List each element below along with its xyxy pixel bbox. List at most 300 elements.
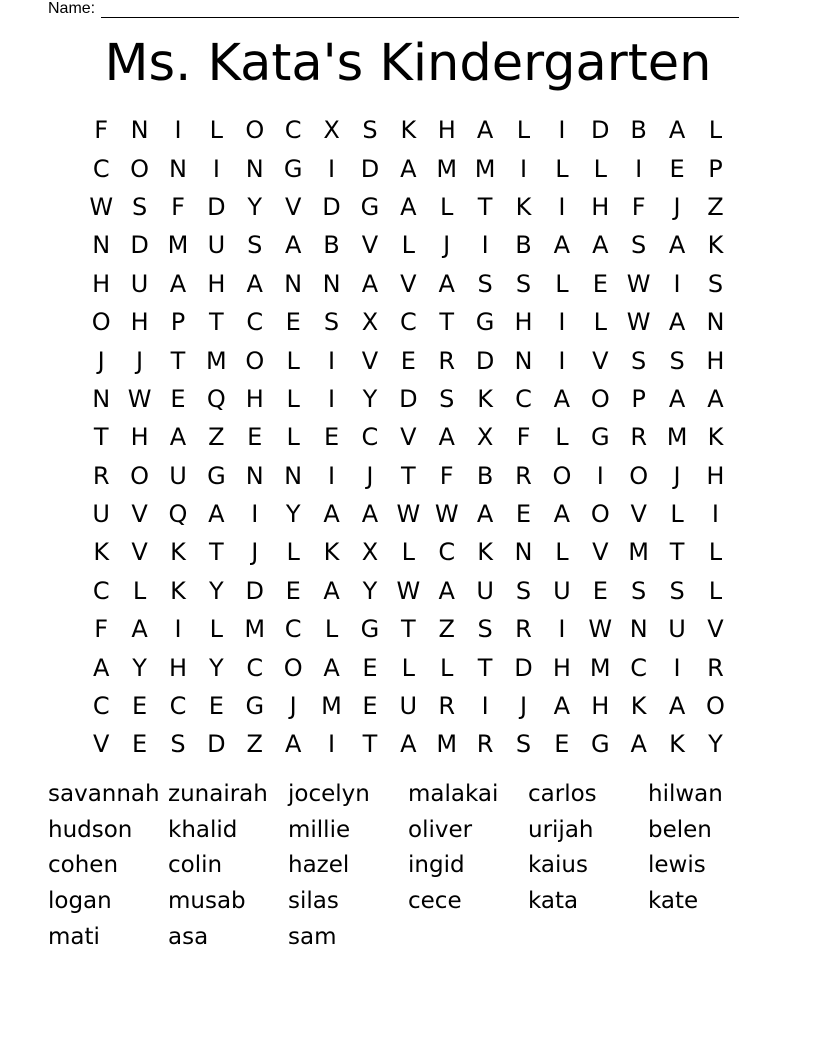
grid-letter: A [169,269,187,298]
grid-letter: B [323,231,340,260]
grid-letter: F [631,192,646,221]
grid-letter: G [590,730,610,759]
grid-letter: I [558,192,566,221]
grid-letter: D [207,192,226,221]
grid-letter: N [284,269,303,298]
grid-letter: C [92,692,110,721]
grid-letter: O [245,116,265,145]
grid-letter: L [440,192,454,221]
grid-letter: N [514,346,533,375]
grid-letter: G [207,461,226,490]
grid-letter: C [284,116,302,145]
grid-letter: I [558,615,566,644]
grid-letter: A [361,269,379,298]
grid-letter: C [361,423,379,452]
grid-letter: J [289,692,297,721]
grid-letter: L [670,500,684,529]
grid-letter: H [591,192,610,221]
grid-letter: H [207,269,226,298]
grid-letter: V [592,346,609,375]
word-bank [48,776,768,955]
grid-letter: F [94,615,109,644]
grid-letter: B [476,461,494,490]
grid-letter: L [401,653,415,682]
grid-letter: I [481,692,489,721]
grid-letter: S [247,231,263,260]
grid-letter: D [207,730,226,759]
grid-letter: I [328,730,336,759]
grid-letter: X [361,538,379,567]
grid-letter: H [706,346,725,375]
grid-letter: A [400,730,417,759]
grid-letter: J [366,461,374,490]
grid-letter: X [323,116,340,145]
word-bank-item: cece [408,888,462,915]
word-bank-item: khalid [168,816,238,843]
grid-letter: N [92,384,111,413]
grid-letter: K [630,692,647,721]
grid-letter: N [322,269,341,298]
grid-letter: T [209,538,224,567]
grid-letter: N [130,116,149,145]
grid-letter: S [631,346,647,375]
grid-letter: G [360,615,380,644]
word-bank-item: zunairah [168,780,268,807]
grid-letter: E [362,653,378,682]
grid-letter: I [558,308,566,337]
grid-letter: K [323,538,340,567]
grid-letter: W [588,615,613,644]
grid-letter: Q [206,384,226,413]
grid-letter: E [247,423,263,452]
grid-letter: U [92,500,110,529]
grid-letter: S [707,269,724,298]
grid-letter: M [666,423,688,452]
grid-letter: P [708,154,723,183]
grid-letter: E [554,730,570,759]
grid-letter: O [245,346,265,375]
grid-letter: V [284,192,302,221]
grid-letter: S [477,615,493,644]
grid-letter: L [708,538,723,567]
grid-letter: J [519,692,528,721]
grid-letter: A [438,269,455,298]
grid-letter: I [558,346,566,375]
grid-letter: W [626,308,651,337]
grid-letter: D [514,653,533,682]
grid-letter: G [475,308,495,337]
grid-letter: Q [168,500,188,529]
grid-letter: A [131,615,148,644]
grid-letter: A [553,500,571,529]
grid-letter: A [92,653,110,682]
grid-letter: A [553,231,571,260]
grid-letter: A [323,653,340,682]
grid-letter: I [328,154,336,183]
grid-letter: M [167,231,189,260]
grid-letter: C [246,308,264,337]
grid-letter: I [481,231,489,260]
grid-letter: D [322,192,341,221]
grid-letter: E [285,576,301,605]
grid-letter: A [630,730,647,759]
grid-letter: U [553,576,571,605]
word-bank-item: oliver [408,816,473,843]
grid-letter: N [245,461,264,490]
grid-letter: I [174,615,182,644]
grid-letter: J [136,346,144,375]
grid-letter: R [92,461,110,490]
grid-letter: U [476,576,494,605]
grid-letter: M [436,730,458,759]
grid-letter: K [170,576,186,605]
grid-letter: O [590,500,610,529]
word-bank-item: logan [48,888,112,915]
grid-letter: N [245,154,264,183]
grid-letter: A [246,269,263,298]
grid-letter: L [708,116,723,145]
grid-letter: T [477,653,493,682]
grid-letter: Y [209,653,224,682]
word-bank-item: hazel [288,852,350,879]
grid-letter: F [516,423,531,452]
grid-letter: G [360,192,380,221]
grid-letter: L [401,231,415,260]
grid-letter: N [284,461,303,490]
grid-letter: O [629,461,649,490]
grid-letter: I [174,116,182,145]
grid-letter: E [285,308,301,337]
grid-letter: S [631,576,647,605]
grid-letter: T [209,308,224,337]
grid-letter: Z [208,423,225,452]
word-bank-item: kata [528,888,579,915]
grid-letter: N [514,538,533,567]
word-bank-item: malakai [408,780,499,807]
grid-letter: W [127,384,152,413]
grid-letter: W [89,192,114,221]
grid-letter: I [673,653,681,682]
grid-letter: L [440,653,454,682]
grid-letter: R [515,461,532,490]
grid-letter: U [130,269,149,298]
grid-letter: T [669,538,685,567]
grid-letter: V [400,423,417,452]
grid-letter: A [400,154,417,183]
grid-letter: A [400,192,417,221]
grid-letter: K [707,423,724,452]
grid-letter: E [208,692,224,721]
grid-letter: L [401,538,415,567]
grid-letter: Y [285,500,301,529]
grid-letter: K [170,538,186,567]
grid-letter: H [92,269,111,298]
grid-letter: A [323,576,340,605]
word-bank-item: lewis [648,852,706,879]
grid-letter: I [635,154,643,183]
grid-letter: S [170,730,186,759]
grid-letter: L [516,116,531,145]
grid-letter: M [321,692,342,721]
grid-letter: M [244,615,266,644]
grid-letter: L [286,384,300,413]
grid-letter: C [284,615,302,644]
grid-letter: H [168,653,187,682]
grid-letter: X [361,308,379,337]
grid-letter: Y [362,576,378,605]
grid-letter: E [592,269,608,298]
grid-letter: A [553,692,571,721]
grid-letter: D [591,116,610,145]
grid-letter: T [477,192,493,221]
grid-letter: S [323,308,340,337]
grid-letter: L [555,269,569,298]
word-bank-item: savannah [48,780,160,807]
grid-letter: A [592,231,609,260]
grid-letter: A [476,116,494,145]
grid-letter: V [400,269,417,298]
grid-letter: S [669,576,685,605]
grid-letter: G [283,154,303,183]
grid-letter: S [477,269,493,298]
grid-letter: R [707,653,724,682]
grid-letter: S [362,116,378,145]
grid-letter: T [439,308,455,337]
grid-letter: H [514,308,533,337]
grid-letter: W [396,500,421,529]
grid-letter: R [438,692,456,721]
grid-letter: O [283,653,303,682]
grid-letter: V [630,500,647,529]
grid-letter: D [245,576,264,605]
grid-letter: C [438,538,456,567]
grid-letter: A [208,500,225,529]
grid-letter: L [209,615,224,644]
grid-letter: D [360,154,380,183]
grid-letter: H [552,653,571,682]
grid-letter: Z [438,615,455,644]
grid-letter: I [212,154,220,183]
grid-letter: K [707,231,724,260]
word-bank-item: musab [168,888,246,915]
name-blank-line[interactable] [101,2,739,18]
grid-letter: X [476,423,494,452]
grid-letter: U [207,231,226,260]
word-bank-item: millie [288,816,351,843]
grid-letter: Y [362,384,378,413]
grid-letter: I [596,461,604,490]
grid-letter: H [591,692,610,721]
grid-letter: U [668,615,686,644]
grid-letter: C [399,308,417,337]
grid-letter: A [668,692,686,721]
grid-letter: L [209,116,224,145]
grid-letter: H [245,384,264,413]
grid-letter: S [669,346,685,375]
grid-letter: V [361,346,379,375]
grid-letter: E [669,154,685,183]
grid-letter: E [132,730,148,759]
grid-letter: B [515,231,532,260]
word-bank-item: asa [168,924,209,951]
grid-letter: K [93,538,110,567]
grid-letter: A [284,231,302,260]
word-bank-item: carlos [528,780,597,807]
grid-letter: R [515,615,532,644]
grid-letter: R [476,730,494,759]
grid-letter: K [477,384,493,413]
grid-letter: N [629,615,648,644]
grid-letter: W [626,269,651,298]
grid-letter: E [362,692,378,721]
grid-letter: J [443,231,451,260]
word-bank-item: kate [648,888,699,915]
grid-letter: J [251,538,259,567]
grid-letter: M [589,653,611,682]
word-bank-item: sam [288,924,337,951]
grid-letter: A [668,231,686,260]
grid-letter: L [555,538,569,567]
letter-grid [82,111,735,764]
grid-letter: L [555,423,569,452]
grid-letter: E [400,346,416,375]
grid-letter: V [361,231,379,260]
word-bank-item: urijah [528,816,594,843]
grid-letter: F [94,116,109,145]
grid-letter: G [590,423,610,452]
word-bank-item: ingid [408,852,465,879]
grid-letter: L [324,615,339,644]
grid-letter: V [131,500,148,529]
grid-letter: S [631,231,647,260]
grid-letter: J [673,461,681,490]
grid-letter: A [476,500,494,529]
grid-letter: V [707,615,724,644]
grid-letter: C [92,154,110,183]
word-bank-item: hilwan [648,780,723,807]
grid-letter: J [97,346,105,375]
grid-letter: G [245,692,265,721]
grid-letter: U [169,461,187,490]
grid-letter: A [438,576,455,605]
grid-letter: T [400,615,416,644]
grid-letter: I [519,154,528,183]
grid-letter: I [328,461,336,490]
grid-letter: O [552,461,572,490]
grid-letter: S [515,269,532,298]
grid-letter: A [707,384,724,413]
grid-letter: W [434,500,459,529]
grid-letter: Y [708,730,723,759]
grid-letter: I [673,269,681,298]
grid-letter: K [400,116,417,145]
grid-letter: T [170,346,186,375]
grid-letter: R [438,346,456,375]
grid-letter: I [328,346,336,375]
grid-letter: E [592,576,608,605]
grid-letter: A [553,384,571,413]
grid-letter: A [169,423,187,452]
grid-letter: E [132,692,148,721]
grid-letter: D [130,231,149,260]
grid-letter: A [668,308,686,337]
grid-letter: F [439,461,454,490]
grid-letter: Z [246,730,263,759]
grid-letter: H [437,116,456,145]
grid-letter: L [555,154,569,183]
word-bank-item: kaius [528,852,588,879]
grid-letter: S [515,576,532,605]
grid-letter: V [592,538,609,567]
grid-letter: A [361,500,379,529]
grid-letter: I [328,384,336,413]
grid-letter: H [706,461,725,490]
grid-letter: K [515,192,532,221]
grid-letter: C [169,692,187,721]
grid-letter: Z [707,192,724,221]
grid-letter: L [286,538,300,567]
grid-letter: L [286,346,300,375]
grid-letter: D [399,384,418,413]
word-bank-item: jocelyn [288,780,370,807]
grid-letter: A [323,500,340,529]
grid-letter: Y [132,653,147,682]
grid-letter: T [93,423,109,452]
grid-letter: K [669,730,685,759]
grid-letter: C [246,653,264,682]
name-label: Name: [48,0,96,17]
grid-letter: V [92,730,110,759]
grid-letter: Y [247,192,263,221]
word-bank-item: mati [48,924,100,951]
grid-letter: M [206,346,227,375]
grid-letter: I [558,116,566,145]
grid-letter: L [708,576,723,605]
grid-letter: O [130,154,150,183]
name-field [48,0,739,18]
grid-letter: I [711,500,719,529]
grid-letter: B [630,116,647,145]
grid-letter: N [169,154,187,183]
grid-letter: L [593,308,607,337]
grid-letter: S [439,384,455,413]
grid-letter: F [171,192,185,221]
word-bank-item: belen [648,816,712,843]
grid-letter: L [132,576,147,605]
grid-letter: P [631,384,646,413]
grid-letter: A [438,423,455,452]
grid-letter: Y [209,576,224,605]
grid-letter: T [400,461,416,490]
page-title: Ms. Kata's Kindergarten [104,34,712,93]
grid-letter: A [284,730,302,759]
grid-letter: L [286,423,300,452]
word-bank-item: cohen [48,852,119,879]
grid-letter: R [630,423,647,452]
grid-letter: C [515,384,532,413]
grid-letter: A [668,116,686,145]
grid-letter: U [399,692,418,721]
grid-letter: K [477,538,493,567]
grid-letter: W [396,576,421,605]
grid-letter: S [515,730,532,759]
grid-letter: C [630,653,648,682]
grid-letter: S [131,192,148,221]
grid-letter: M [628,538,650,567]
grid-letter: P [170,308,186,337]
grid-letter: V [131,538,148,567]
grid-letter: O [91,308,111,337]
